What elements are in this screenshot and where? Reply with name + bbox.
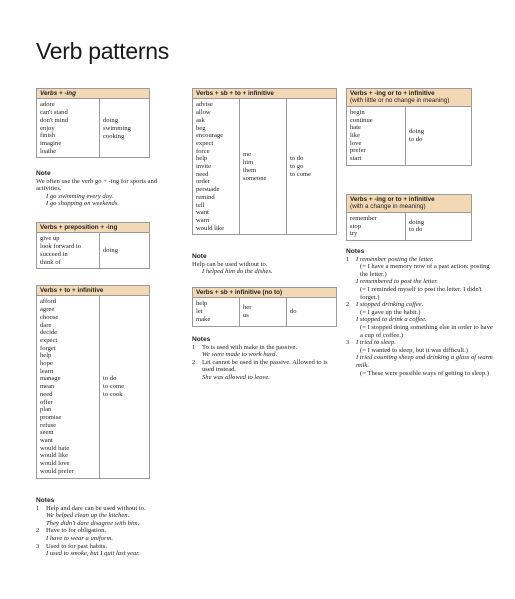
- object-list: [239, 298, 286, 325]
- pattern-list: [405, 107, 471, 165]
- table-verbs-sb-infinitive: [192, 287, 337, 327]
- table-verbs-ing-or-to-1: [346, 88, 472, 166]
- table-header: Verbs + preposition + -ing: [37, 223, 149, 233]
- list-item: to come: [290, 170, 312, 178]
- note-help: Note Help can be used without to. I helped him do the dishes.: [192, 253, 273, 276]
- list-item: hope: [40, 360, 53, 368]
- list-item: remember: [350, 214, 377, 222]
- list-item: enjoy: [40, 124, 55, 132]
- list-item: me: [243, 151, 252, 159]
- list-item: loathe: [40, 147, 57, 155]
- list-item: learn: [40, 367, 54, 375]
- list-item: prefer: [350, 147, 366, 155]
- verb-list: [37, 99, 99, 157]
- list-item: to do: [290, 155, 304, 163]
- list-item: doing: [409, 128, 425, 136]
- table-header: Verbs + sb + to + infinitive: [193, 89, 336, 99]
- list-item: beg: [196, 124, 206, 132]
- page-title: Verb patterns: [36, 38, 169, 64]
- verb-list: [37, 296, 99, 477]
- list-item: would prefer: [40, 467, 74, 475]
- list-item: force: [196, 147, 210, 155]
- list-item: hate: [350, 124, 361, 132]
- list-item: to do: [409, 135, 423, 143]
- list-item: think of: [40, 258, 61, 266]
- table-header: Verbs + to + infinitive: [37, 286, 149, 296]
- verb-list: [37, 233, 99, 268]
- list-item: make: [196, 315, 211, 323]
- list-item: decide: [40, 329, 58, 337]
- list-item: continue: [350, 116, 373, 124]
- list-item: help: [196, 300, 208, 308]
- list-item: mean: [40, 383, 55, 391]
- table-header: Verbs + sb + infinitive (no to): [193, 288, 336, 298]
- table-header: Verbs + -ing or to + infinitive (with a change in meaning): [347, 195, 471, 213]
- list-item: refuse: [40, 421, 57, 429]
- list-item: seem: [40, 429, 54, 437]
- list-item: would love: [40, 460, 70, 468]
- list-item: choose: [40, 313, 59, 321]
- verb-list: [193, 99, 239, 234]
- list-item: plan: [40, 406, 52, 414]
- table-header: Verbs + -ing: [37, 89, 149, 99]
- list-item: promise: [40, 413, 62, 421]
- pattern-list: [286, 298, 336, 325]
- list-item: expect: [196, 139, 214, 147]
- list-item: to do: [103, 375, 117, 383]
- list-item: start: [350, 155, 362, 163]
- table-verbs-preposition-ing: [36, 222, 150, 269]
- notes-middle: Notes 1 To is used with make in the passive. We were made to work hard. 2 Let cannot be used in the passive. Allowed to is used instead. She was allowed to leave.: [192, 336, 328, 381]
- table-verbs-to-infinitive: [36, 285, 150, 479]
- list-item: advise: [196, 101, 213, 109]
- list-item: don't mind: [40, 116, 69, 124]
- list-item: begin: [350, 108, 365, 116]
- list-item: allow: [196, 109, 211, 117]
- list-item: finish: [40, 132, 56, 140]
- list-item: doing: [409, 218, 425, 226]
- list-item: expect: [40, 336, 58, 344]
- list-item: order: [196, 178, 210, 186]
- list-item: swimming: [103, 125, 131, 133]
- list-item: us: [243, 311, 249, 319]
- list-item: to go: [290, 163, 304, 171]
- list-item: to come: [103, 383, 125, 391]
- list-item: warn: [196, 216, 210, 224]
- list-item: afford: [40, 298, 56, 306]
- object-list: [239, 99, 286, 234]
- notes-left: Notes 1 Help and dare can be used without to. We helped clean up the kitchen. They didn't dare disagree with him. 2 Have to for obligation. I have to wear a uniform. 3 Used to for past habits. I used to smoke, but I quit last year.: [36, 497, 146, 558]
- pattern-list: [99, 99, 149, 157]
- list-item: stop: [350, 222, 361, 230]
- list-item: need: [40, 390, 53, 398]
- note-go-ing: Note We often use the verb go + -ing for sports and activities. I go swimming every day. I go shopping on weekends.: [36, 170, 158, 208]
- list-item: encourage: [196, 132, 224, 140]
- list-item: help: [40, 352, 52, 360]
- list-item: would hate: [40, 444, 70, 452]
- list-item: adore: [40, 101, 55, 109]
- list-item: someone: [243, 174, 267, 182]
- list-item: them: [243, 166, 257, 174]
- list-item: to cook: [103, 390, 123, 398]
- list-item: help: [196, 155, 208, 163]
- list-item: tell: [196, 201, 205, 209]
- list-item: give up: [40, 235, 60, 243]
- list-item: want: [196, 209, 209, 217]
- list-item: would like: [196, 224, 225, 232]
- list-item: need: [196, 170, 209, 178]
- list-item: doing: [103, 246, 119, 254]
- verb-list: [193, 298, 239, 325]
- pattern-list: [99, 296, 149, 477]
- list-item: her: [243, 304, 252, 312]
- list-item: try: [350, 230, 358, 238]
- list-item: forget: [40, 344, 56, 352]
- list-item: love: [350, 139, 362, 147]
- pattern-list: [99, 233, 149, 268]
- list-item: remind: [196, 193, 215, 201]
- list-item: cooking: [103, 132, 125, 140]
- verb-list: [347, 107, 405, 165]
- list-item: persuade: [196, 186, 220, 194]
- list-item: do: [290, 308, 297, 316]
- list-item: imagine: [40, 139, 62, 147]
- list-item: succeed in: [40, 250, 68, 258]
- list-item: to do: [409, 226, 423, 234]
- list-item: manage: [40, 375, 61, 383]
- table-verbs-ing: [36, 88, 150, 158]
- pattern-list: [286, 99, 336, 234]
- notes-right: Notes 1 I remember posting the letter. (= I have a memory now of a past action: posting the letter.) I remembered to post the letter. (= I reminded myself to post the letter. I didn't forget.) 2 I stopped drinking coffee. (= I gave up the habit.) I stopped to drink a coffee. (= I stopped doing something else in order to have a cup of coffee.) 3 I tried to sleep. (= I wanted to sleep, but it was difficult.) I tried counting sheep and drinking a glass of warm milk. (= These were possible ways of getting to sleep.): [346, 248, 493, 377]
- list-item: dare: [40, 321, 52, 329]
- table-header: Verbs + -ing or to + infinitive (with little or no change in meaning): [347, 89, 471, 107]
- list-item: let: [196, 308, 203, 316]
- table-verbs-sb-to-infinitive: [192, 88, 337, 235]
- list-item: ask: [196, 116, 205, 124]
- pattern-list: [405, 213, 471, 240]
- list-item: want: [40, 437, 53, 445]
- list-item: can't stand: [40, 109, 68, 117]
- verb-list: [347, 213, 405, 240]
- table-verbs-ing-or-to-2: [346, 194, 472, 241]
- list-item: would like: [40, 452, 69, 460]
- list-item: him: [243, 159, 254, 167]
- list-item: look forward to: [40, 243, 82, 251]
- list-item: offer: [40, 398, 53, 406]
- list-item: agree: [40, 306, 55, 314]
- list-item: invite: [196, 163, 212, 171]
- list-item: like: [350, 131, 360, 139]
- list-item: doing: [103, 117, 119, 125]
